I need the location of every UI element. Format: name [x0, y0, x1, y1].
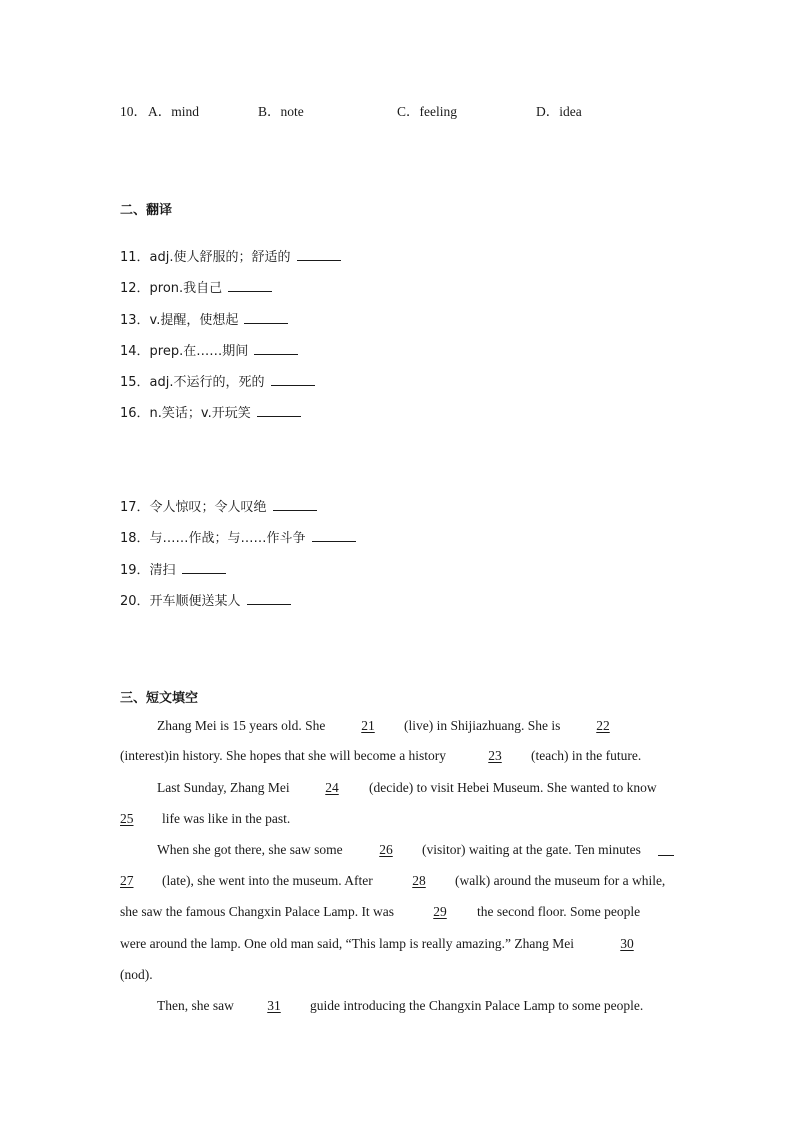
passage-text: (late), she went into the museum. After — [162, 873, 373, 888]
answer-blank[interactable] — [254, 342, 298, 355]
blank-30[interactable]: 30 — [620, 936, 634, 951]
answer-blank[interactable] — [257, 404, 301, 417]
item-number: 14． — [120, 344, 150, 359]
item-prompt: prep.在……期间 — [149, 344, 249, 359]
blank-26[interactable]: 26 — [379, 842, 393, 857]
passage-text: When she got there, she saw some — [157, 842, 343, 857]
passage-text: the second floor. Some people — [477, 904, 641, 919]
question-number: 10． — [120, 104, 147, 119]
item-number: 19． — [120, 563, 150, 578]
item-prompt: adj.使人舒服的；舒适的 — [149, 250, 291, 265]
item-number: 11． — [120, 250, 150, 265]
passage-text: (live) in Shijiazhuang. She is — [404, 718, 561, 733]
passage-text: were around the lamp. One old man said, “This lamp is really amazing.” Zhang Mei — [120, 936, 574, 951]
option-a: A．mind — [148, 104, 200, 119]
answer-blank[interactable] — [247, 592, 291, 605]
blank-27-start[interactable] — [658, 841, 674, 856]
passage-text: (decide) to visit Hebei Museum. She wanted to know — [369, 780, 657, 795]
answer-blank[interactable] — [228, 279, 272, 292]
list-item — [120, 373, 315, 392]
blank-29[interactable]: 29 — [433, 904, 447, 919]
passage-text: she saw the famous Changxin Palace Lamp. It was — [120, 904, 395, 919]
passage-text: Then, she saw — [157, 998, 234, 1013]
passage-text: Zhang Mei is 15 years old. She — [157, 718, 326, 733]
blank-25[interactable]: 25 — [120, 811, 134, 826]
blank-22[interactable]: 22 — [596, 718, 610, 733]
answer-blank[interactable] — [297, 248, 341, 261]
blank-21[interactable]: 21 — [361, 718, 375, 733]
answer-blank[interactable] — [271, 373, 315, 386]
blank-24[interactable]: 24 — [325, 780, 339, 795]
item-prompt: 清扫 — [149, 563, 176, 578]
option-c: C．feeling — [397, 104, 457, 119]
answer-blank[interactable] — [312, 529, 356, 542]
item-number: 17． — [120, 500, 150, 515]
item-prompt: 令人惊叹；令人叹绝 — [149, 500, 267, 515]
list-item — [120, 279, 272, 298]
answer-blank[interactable] — [273, 498, 317, 511]
item-prompt: n.笑话；v.开玩笑 — [149, 406, 251, 421]
option-d: D．idea — [536, 104, 582, 119]
item-number: 16． — [120, 406, 150, 421]
blank-27[interactable]: 27 — [120, 873, 134, 888]
passage-text: (walk) around the museum for a while, — [455, 873, 666, 888]
item-prompt: v.提醒，使想起 — [149, 313, 239, 328]
list-item — [120, 561, 226, 580]
answer-blank[interactable] — [244, 311, 288, 324]
item-prompt: 开车顺便送某人 — [149, 594, 241, 609]
item-number: 12． — [120, 281, 150, 296]
passage-text: (visitor) waiting at the gate. Ten minutes — [422, 842, 641, 857]
item-prompt: 与……作战；与……作斗争 — [149, 531, 306, 546]
item-prompt: adj.不运行的，死的 — [149, 375, 265, 390]
item-number: 13． — [120, 313, 150, 328]
passage-text: (teach) in the future. — [531, 748, 642, 763]
section-3-heading: 三、短文填空 — [120, 691, 199, 706]
blank-31[interactable]: 31 — [267, 998, 281, 1013]
passage-text: guide introducing the Changxin Palace Lamp to some people. — [310, 998, 644, 1013]
item-number: 18． — [120, 531, 150, 546]
list-item — [120, 529, 356, 548]
list-item — [120, 311, 288, 330]
item-number: 15． — [120, 375, 150, 390]
list-item — [120, 498, 317, 517]
passage-text: (interest)in history. She hopes that she will become a history — [120, 748, 447, 763]
list-item — [120, 342, 298, 361]
section-2-heading: 二、翻译 — [120, 203, 173, 218]
passage-text: Last Sunday, Zhang Mei — [157, 780, 290, 795]
list-item — [120, 592, 291, 611]
item-number: 20． — [120, 594, 150, 609]
answer-blank[interactable] — [182, 561, 226, 574]
list-item — [120, 248, 341, 267]
option-b: B．note — [258, 104, 304, 119]
passage-text: (nod). — [120, 967, 153, 982]
blank-28[interactable]: 28 — [412, 873, 426, 888]
passage-text: life was like in the past. — [162, 811, 291, 826]
item-prompt: pron.我自己 — [149, 281, 223, 296]
blank-23[interactable]: 23 — [488, 748, 502, 763]
list-item — [120, 404, 301, 423]
